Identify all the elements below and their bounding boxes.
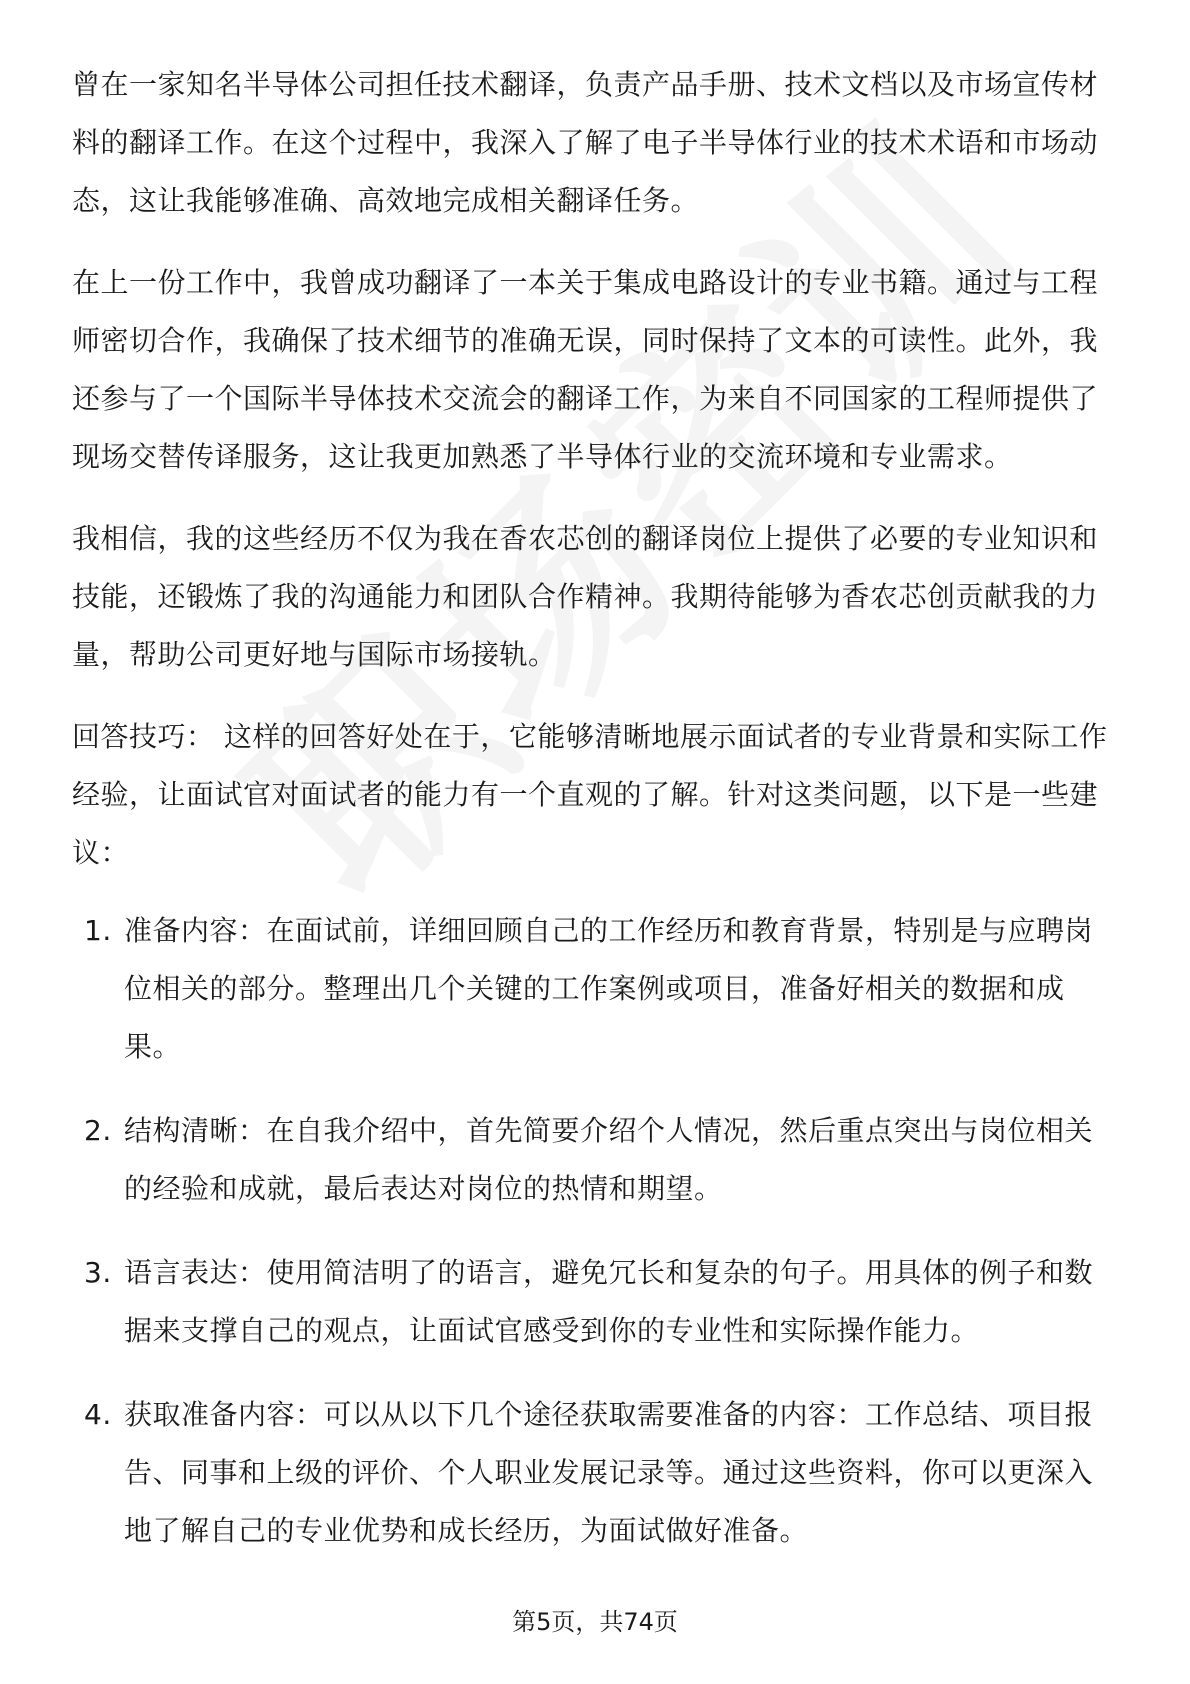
list-number: 2. [84,1114,112,1147]
paragraph-previous-job: 在上一份工作中，我曾成功翻译了一本关于集成电路设计的专业书籍。通过与工程师密切合作，我确保了技术细节的准确无误，同时保持了文本的可读性。此外，我还参与了一个国际半导体技术交流会的翻译工作，为来自不同国家的工程师提供了现场交替传译服务，这让我更加熟悉了半导体行业的交流环境和专业需求。 [72,266,1099,473]
list-text: 获取准备内容：可以从以下几个途径获取需要准备的内容：工作总结、项目报告、同事和上级的评价、个人职业发展记录等。通过这些资料，你可以更深入地了解自己的专业优势和成长经历，为面试做好准备。 [124,1398,1094,1547]
list-item [72,1102,1118,1218]
page-content [72,56,1118,1586]
list-text: 语言表达：使用简洁明了的语言，避免冗长和复杂的句子。用具体的例子和数据来支撑自己的观点，让面试官感受到你的专业性和实际操作能力。 [124,1256,1094,1347]
list-item [72,902,1118,1076]
list-item [72,1244,1118,1360]
list-number: 3. [84,1256,112,1289]
paragraph-belief: 我相信，我的这些经历不仅为我在香农芯创的翻译岗位上提供了必要的专业知识和技能，还锻炼了我的沟通能力和团队合作精神。我期待能够为香农芯创贡献我的力量，帮助公司更好地与国际市场接轨。 [72,522,1099,671]
page-footer: 第5页，共74页 [512,1608,678,1636]
answer-tips: 回答技巧： 这样的回答好处在于，它能够清晰地展示面试者的专业背景和实际工作经验，让面试官对面试者的能力有一个直观的了解。针对这类问题，以下是一些建议： [72,720,1108,869]
list-number: 1. [84,914,112,947]
suggestion-list [72,902,1118,1560]
list-text: 准备内容：在面试前，详细回顾自己的工作经历和教育背景，特别是与应聘岗位相关的部分。整理出几个关键的工作案例或项目，准备好相关的数据和成果。 [124,914,1094,1063]
list-text: 结构清晰：在自我介绍中，首先简要介绍个人情况，然后重点突出与岗位相关的经验和成就，最后表达对岗位的热情和期望。 [124,1114,1094,1205]
list-item [72,1386,1118,1560]
paragraph-experience: 曾在一家知名半导体公司担任技术翻译，负责产品手册、技术文档以及市场宣传材料的翻译工作。在这个过程中，我深入了解了电子半导体行业的技术术语和市场动态，这让我能够准确、高效地完成相关翻译任务。 [72,68,1099,217]
list-number: 4. [84,1398,112,1431]
